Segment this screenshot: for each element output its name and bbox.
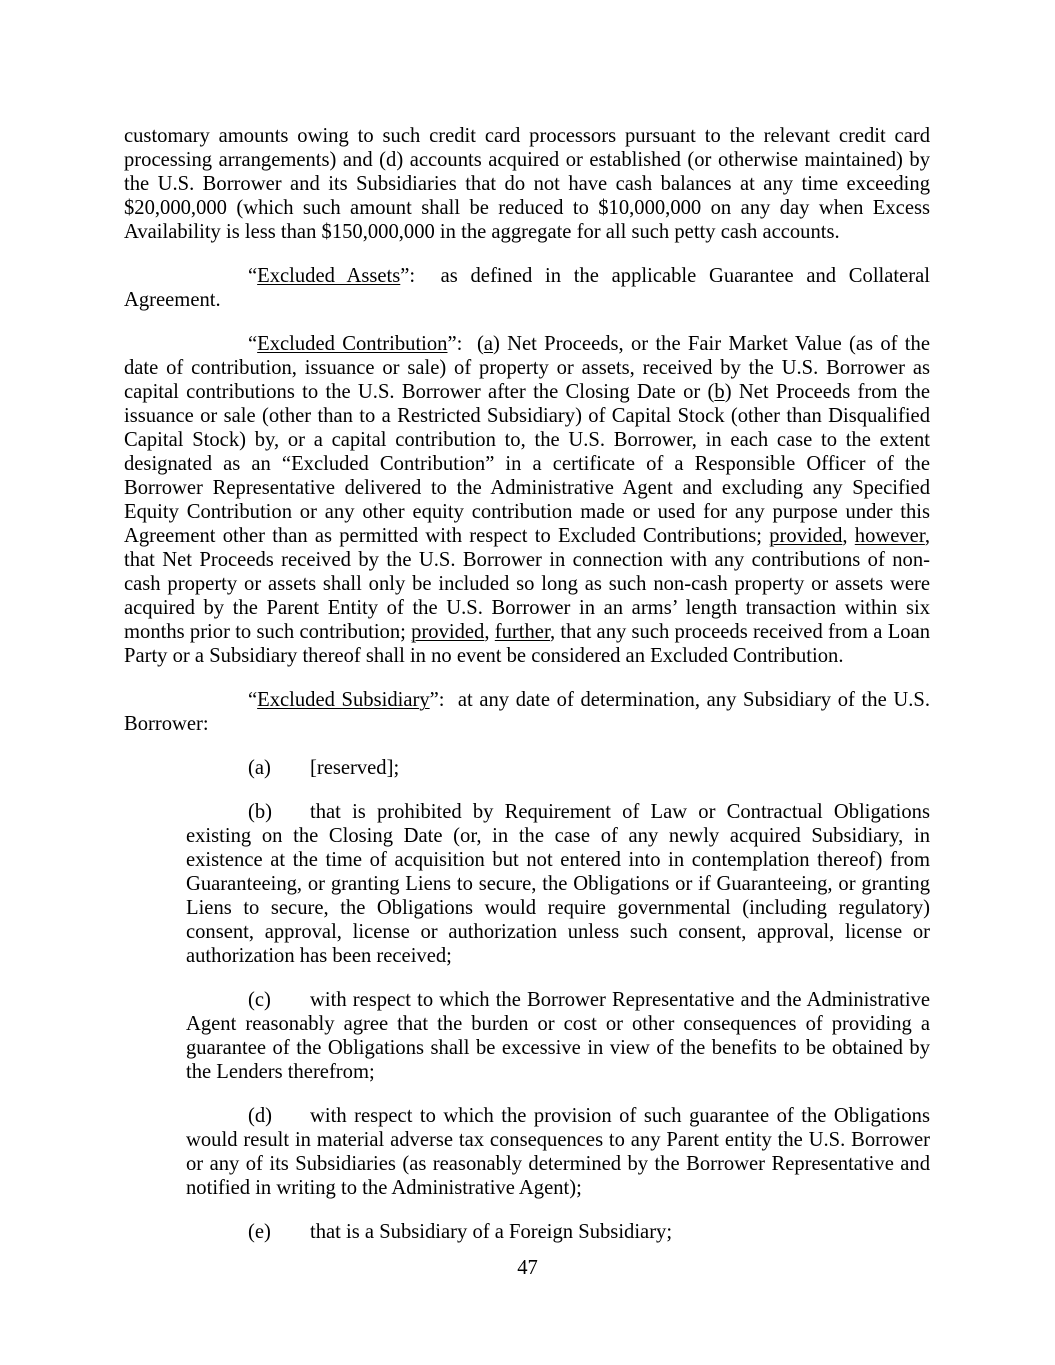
clause-e — [186, 1220, 930, 1244]
clause-label: (d) — [248, 1105, 273, 1127]
defined-term: Excluded Assets — [257, 265, 401, 287]
clause-a — [186, 756, 930, 780]
text-run: “ — [248, 333, 258, 355]
defined-term: Excluded Contribution — [257, 333, 448, 355]
text-run: , that any such proceeds received from a Loan Party or a Subsidiary thereof shall in no event be considered an Excluded Contribution. — [124, 621, 936, 667]
clause-b — [186, 800, 936, 968]
text-run: , — [484, 621, 495, 643]
clause-d — [186, 1104, 936, 1200]
defined-term: further — [494, 621, 550, 643]
clause-text: [reserved]; — [310, 757, 400, 779]
defined-term: Excluded Subsidiary — [257, 689, 430, 711]
text-run: , — [842, 525, 855, 547]
defined-term: b — [714, 381, 725, 403]
defined-term: provided — [769, 525, 843, 547]
clause-label: (b) — [248, 801, 273, 823]
clause-text: that is a Subsidiary of a Foreign Subsidiary; — [310, 1221, 673, 1243]
definition-excluded-subsidiary — [124, 688, 936, 736]
defined-term: provided — [411, 621, 485, 643]
text-run: “ — [248, 689, 258, 711]
page-body — [124, 124, 936, 1264]
text-run: , that Net Proceeds received by the U.S. Borrower in connection with any contributions of non-cash property or assets shall only be included so long as such non-cash property or assets were acquired by the Parent Entity of the U.S. Borrower in an arms’ length transaction within six months prior to such contribution; — [124, 525, 936, 643]
clause-text: that is prohibited by Requirement of Law or Contractual Obligations existing on the Closing Date (or, in the case of any newly acquired Subsidiary, in existence at the time of acquisition but not entered into in contemplation thereof) from Guaranteeing, or granting Liens to secure, the Obligations or if Guaranteeing, or granting Liens to secure, the Obligations would require governmental (including regulatory) consent, approval, license or authorization unless such consent, approval, license or authorization has been received; — [186, 801, 936, 967]
text-run: ”: ( — [447, 333, 484, 355]
text-run: “ — [248, 265, 258, 287]
text-run: ”: as defined in the applicable Guarantee and Collateral Agreement. — [124, 265, 935, 311]
text-run: ”: at any date of determination, any Subsidiary of the U.S. Borrower: — [124, 689, 936, 735]
defined-term: a — [483, 333, 493, 355]
clause-text: with respect to which the Borrower Representative and the Administrative Agent reasonably agree that the burden or cost or other consequences of providing a guarantee of the Obligations shall be excessive in view of the benefits to be obtained by the Lenders therefrom; — [186, 989, 936, 1083]
clause-label: (e) — [248, 1221, 271, 1243]
defined-term: however — [854, 525, 925, 547]
clause-text: with respect to which the provision of such guarantee of the Obligations would result in material adverse tax consequences to any Parent entity the U.S. Borrower or any of its Subsidiaries (as reasonably determined by the Borrower Representative and notified in writing to the Administrative Agent); — [186, 1105, 936, 1199]
clause-label: (c) — [248, 989, 271, 1011]
text-run: customary amounts owing to such credit card processors pursuant to the relevant credit card processing arrangements) and (d) accounts acquired or established (or otherwise maintained) by the U.S. Borrower and its Subsidiaries that do not have cash balances at any time exceeding $20,000,000 (which such amount shall be reduced to $10,000,000 on any day when Excess Availability is less than $150,000,000 in the aggregate for all such petty cash accounts. — [124, 125, 936, 243]
text-run: ) Net Proceeds from the issuance or sale (other than to a Restricted Subsidiary) of Capital Stock (other than Disqualified Capital Stock) by, or a capital contribution to, the U.S. Borrower, in each case to the extent designated as an “Excluded Contribution” in a certificate of a Responsible Officer of the Borrower Representative delivered to the Administrative Agent and excluding any Specified Equity Contribution or any other equity contribution made or used for any purpose under this Agreement other than as permitted with respect to Excluded Contributions; — [124, 381, 936, 547]
clause-c — [186, 988, 936, 1084]
text-run: ) Net Proceeds, or the Fair Market Value (as of the date of contribution, issuance or sale) of property or assets, received by the U.S. Borrower as capital contributions to the U.S. Borrower after the Closing Date or ( — [124, 333, 936, 403]
clause-label: (a) — [248, 757, 271, 779]
page-number: 47 — [517, 1257, 538, 1279]
paragraph-continuation — [124, 124, 936, 244]
definition-excluded-assets — [124, 264, 935, 312]
definition-excluded-contribution — [124, 332, 936, 668]
